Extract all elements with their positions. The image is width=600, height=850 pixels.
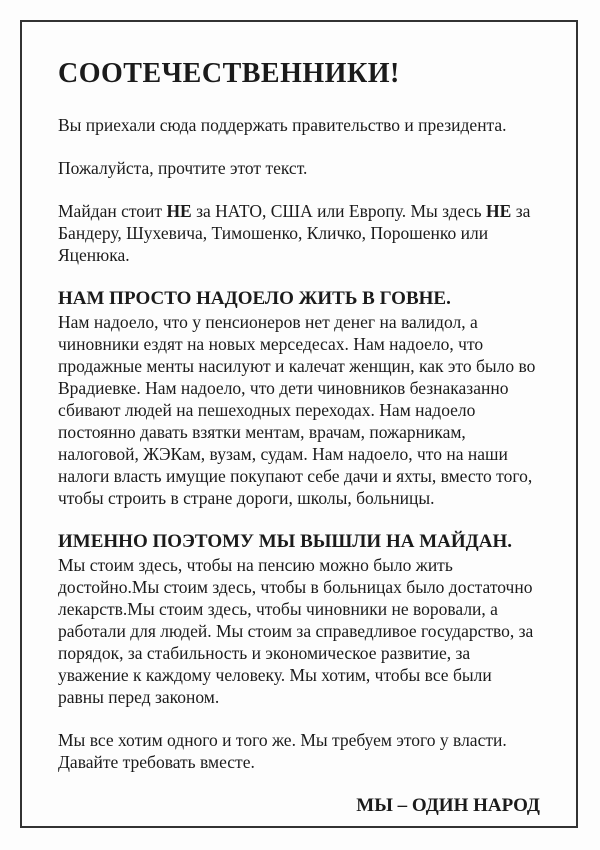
footer-slogan: МЫ – ОДИН НАРОД bbox=[356, 795, 540, 817]
intro-request-paragraph: Пожалуйста, прочтите этот текст. bbox=[58, 158, 308, 179]
section-heading-tired: НАМ ПРОСТО НАДОЕЛО ЖИТЬ В ГОВНЕ. bbox=[58, 288, 451, 310]
section-body-tired: Нам надоело, что у пенсионеров нет денег на валидол, а чиновники ездят на новых мерседесах. Нам надоело, что продажные менты насилуют и калечат женщин, как это было во Врадиевке. Нам надоело, что дети чиновников безнаказанно сбивают людей на пешеходных переходах. Нам надоело постоянно давать взятки ментам, врачам, пожарникам, налоговой, ЖЭКам, вузам, судам. Нам надоело, что на наши налоги власть имущие покупают себе дачи и яхты, вместо того, чтобы строить в стране дороги, школы, больницы. bbox=[58, 312, 536, 509]
leaflet-content bbox=[22, 22, 576, 818]
maidan-segment-4: за Бандеру, Шухевича, Тимошенко, Кличко, Порошенко или Яценюка. bbox=[58, 201, 531, 266]
maidan-position-paragraph bbox=[58, 200, 540, 266]
closing-paragraph: Мы все хотим одного и того же. Мы требуем этого у власти. Давайте требовать вместе. bbox=[58, 730, 507, 773]
section-heading-why-maidan: ИМЕННО ПОЭТОМУ МЫ ВЫШЛИ НА МАЙДАН. bbox=[58, 531, 512, 553]
page-title: СООТЕЧЕСТВЕННИКИ! bbox=[58, 58, 400, 89]
maidan-segment-ne-3: НЕ bbox=[486, 201, 512, 222]
section-why-maidan bbox=[58, 530, 540, 708]
maidan-segment-ne-1: НЕ bbox=[166, 201, 192, 222]
intro-greeting-paragraph: Вы приехали сюда поддержать правительство и президента. bbox=[58, 115, 507, 136]
page-border-frame bbox=[20, 20, 578, 828]
maidan-segment-0: Майдан стоит bbox=[58, 201, 167, 222]
section-body-why-maidan: Мы стоим здесь, чтобы на пенсию можно было жить достойно.Мы стоим здесь, чтобы в больницах было достаточно лекарств.Мы стоим здесь, чтобы чиновники не воровали, а работали для людей. Мы стоим за справедливое государство, за порядок, за стабильность и экономическое развитие, за уважение к каждому человеку. Мы хотим, чтобы все были равны перед законом. bbox=[58, 555, 534, 708]
section-tired-of-living bbox=[58, 287, 540, 509]
maidan-segment-2: за НАТО, США или Европу. Мы здесь bbox=[191, 201, 487, 222]
